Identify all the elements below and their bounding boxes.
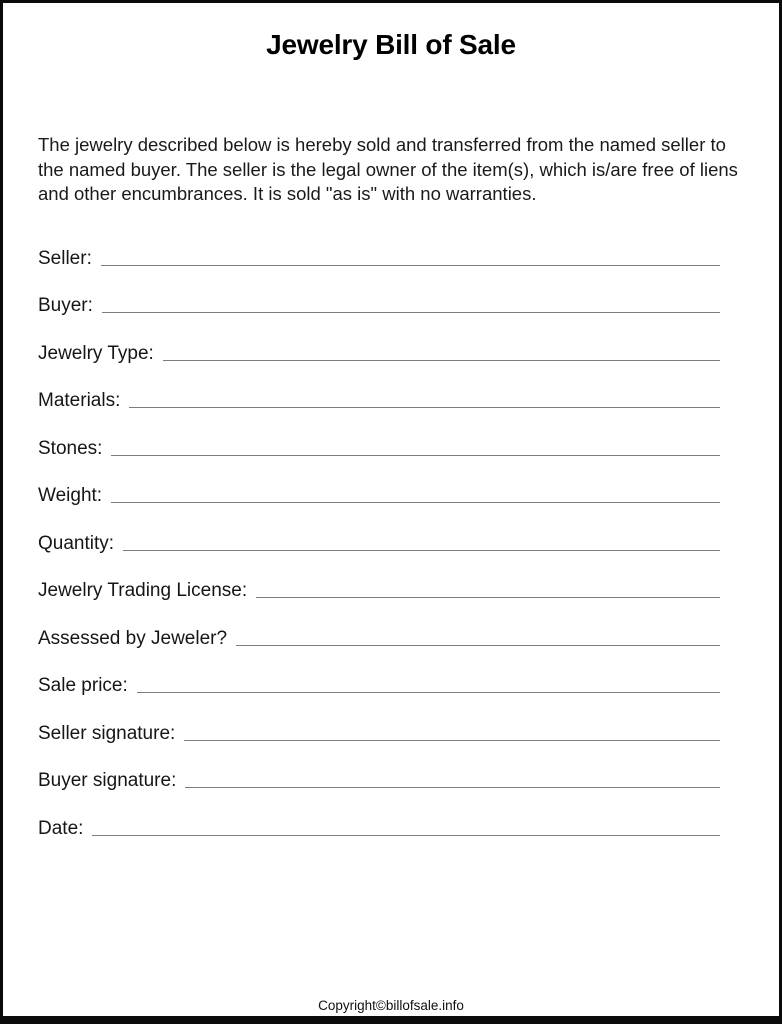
jewelry-trading-license-fill-line[interactable]: [256, 597, 720, 598]
buyer-signature-label: Buyer signature:: [38, 770, 177, 791]
jewelry-type-label: Jewelry Type:: [38, 342, 154, 364]
field-row-seller-signature: [38, 720, 720, 745]
field-row-seller: [38, 245, 720, 270]
date-label: Date:: [38, 817, 84, 839]
stones-fill-line[interactable]: [111, 455, 720, 456]
page-title: Jewelry Bill of Sale: [266, 29, 516, 60]
materials-fill-line[interactable]: [129, 407, 720, 408]
field-row-quantity: [38, 530, 720, 555]
field-row-jewelry-trading-license: [38, 577, 720, 602]
seller-signature-fill-line[interactable]: [184, 740, 720, 741]
quantity-label: Quantity:: [38, 532, 115, 554]
sale-price-fill-line[interactable]: [137, 692, 720, 693]
assessed-by-jeweler-label: Assessed by Jeweler?: [38, 627, 228, 649]
buyer-signature-fill-line[interactable]: [185, 787, 720, 788]
field-row-materials: [38, 387, 720, 412]
field-row-stones: [38, 435, 720, 460]
seller-label: Seller:: [38, 247, 92, 269]
intro-paragraph: The jewelry described below is hereby sold and transferred from the named seller to the named buyer. The seller is the legal owner of the item(s), which is/are free of liens and other encumbrances. It is sold "as is" with no warranties.: [38, 134, 738, 204]
field-row-assessed-by-jeweler: [38, 625, 720, 650]
field-row-buyer: [38, 292, 720, 317]
form-fields: [38, 245, 720, 840]
field-row-sale-price: [38, 672, 720, 697]
copyright-notice: Copyright©billofsale.info: [318, 998, 464, 1013]
field-row-weight: [38, 482, 720, 507]
jewelry-trading-license-label: Jewelry Trading License:: [38, 580, 248, 601]
date-fill-line[interactable]: [92, 835, 720, 836]
field-row-buyer-signature: [38, 767, 720, 792]
jewelry-type-fill-line[interactable]: [163, 360, 720, 361]
buyer-fill-line[interactable]: [102, 312, 720, 313]
sale-price-label: Sale price:: [38, 675, 128, 696]
buyer-label: Buyer:: [38, 295, 93, 316]
weight-label: Weight:: [38, 485, 103, 506]
stones-label: Stones:: [38, 437, 103, 459]
field-row-date: [38, 815, 720, 840]
quantity-fill-line[interactable]: [123, 550, 720, 551]
weight-fill-line[interactable]: [111, 502, 720, 503]
field-row-jewelry-type: [38, 340, 720, 365]
assessed-by-jeweler-fill-line[interactable]: [236, 645, 720, 646]
seller-fill-line[interactable]: [101, 265, 720, 266]
materials-label: Materials:: [38, 390, 121, 411]
seller-signature-label: Seller signature:: [38, 722, 176, 744]
